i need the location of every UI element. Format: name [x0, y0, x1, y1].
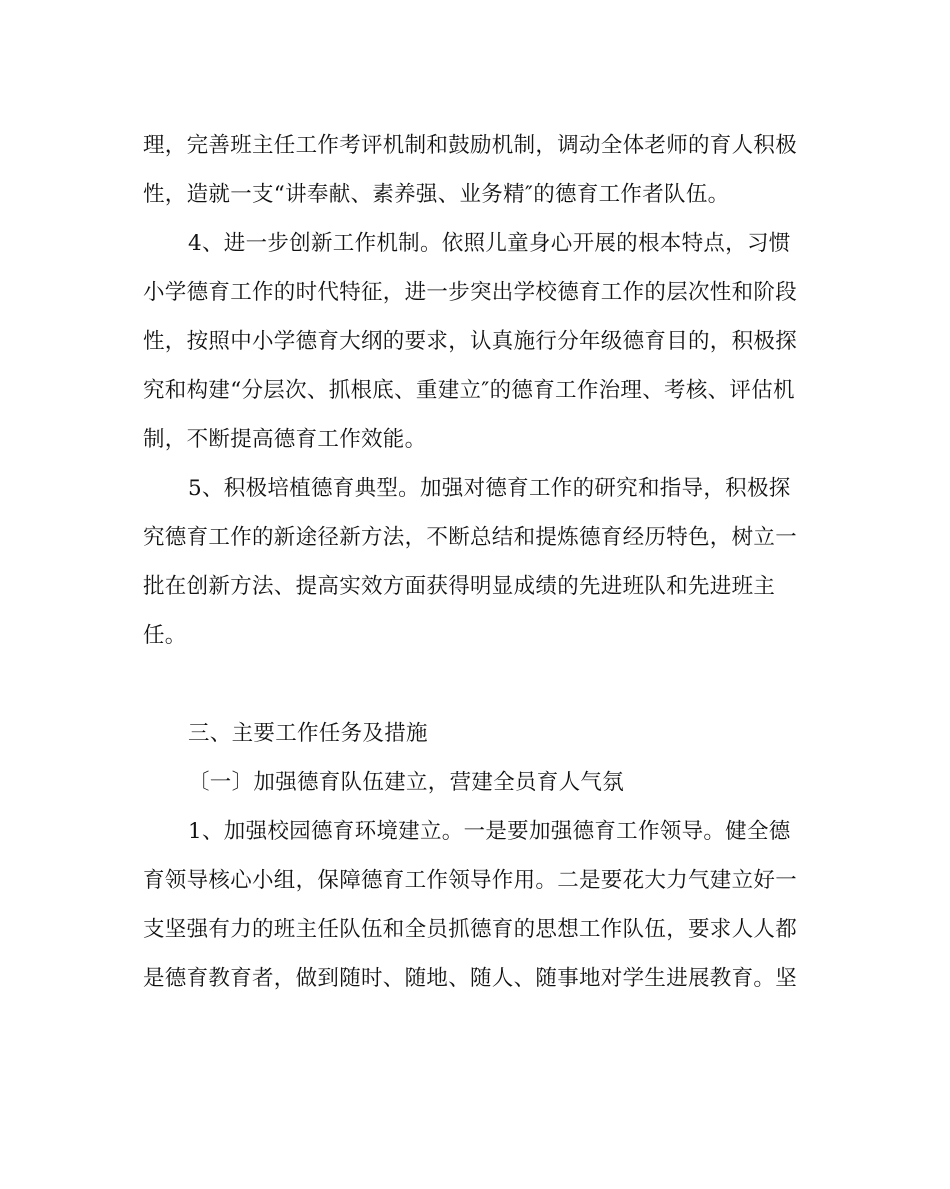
text-line-7: 制，不断提高德育工作效能。	[143, 427, 427, 452]
paragraph-1-start: 1、加强校园德育环境建立。一是要加强德育工作领导。健全德	[188, 819, 791, 844]
text-line-4: 小学德育工作的时代特征，进一步突出学校德育工作的层次性和阶段	[143, 280, 798, 305]
paragraph-5-start: 5、积极培植德育典型。加强对德育工作的研究和指导，积极探	[188, 476, 791, 501]
text-line-10: 批在创新方法、提高实效方面获得明显成绩的先进班队和先进班主	[143, 574, 776, 599]
text-line-16: 支坚强有力的班主任队伍和全员抓德育的思想工作队伍，要求人人都	[143, 917, 798, 942]
text-line-17: 是德育教育者，做到随时、随地、随人、随事地对学生进展教育。坚	[143, 966, 798, 991]
paragraph-4-start: 4、进一步创新工作机制。依照儿童身心开展的根本特点，习惯	[188, 231, 791, 256]
text-line-15: 育领导核心小组，保障德育工作领导作用。二是要花大力气建立好一	[143, 868, 798, 893]
subsection-heading: 〔一〕加强德育队伍建立，营建全员育人气氛	[188, 770, 625, 795]
section-heading: 三、主要工作任务及措施	[188, 721, 428, 746]
text-line-9: 究德育工作的新途径新方法，不断总结和提炼德育经历特色，树立一	[143, 525, 798, 550]
text-line-1: 理，完善班主任工作考评机制和鼓励机制，调动全体老师的育人积极	[143, 133, 798, 158]
text-line-2: 性，造就一支“讲奉献、素养强、业务精″的德育工作者队伍。	[143, 182, 730, 207]
text-line-5: 性，按照中小学德育大纲的要求，认真施行分年级德育目的，积极探	[143, 329, 798, 354]
text-line-6: 究和构建“分层次、抓根底、重建立″的德育工作治理、考核、评估机	[143, 378, 795, 403]
text-line-11: 任。	[143, 623, 187, 648]
